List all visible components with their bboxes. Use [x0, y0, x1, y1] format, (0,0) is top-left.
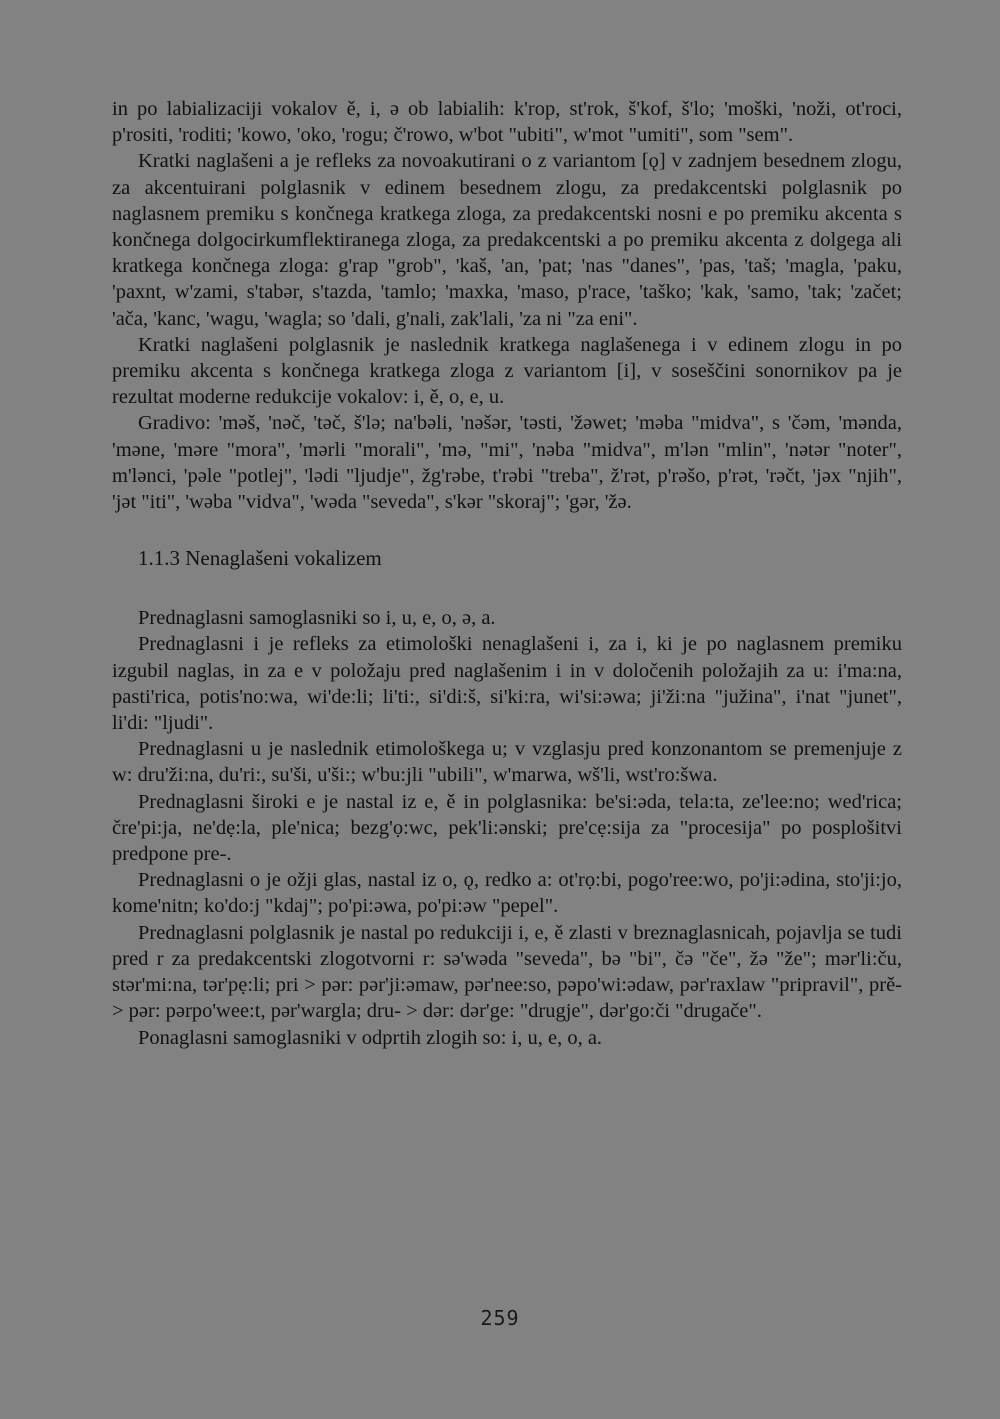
section-heading: 1.1.3 Nenaglašeni vokalizem: [138, 546, 382, 571]
page-number: 259: [480, 1306, 520, 1330]
paragraph: in po labializaciji vokalov ě, i, ə ob labialih: k'rop, st'rok, š'kof, š'lo; 'moški, 'noži, ot'roci, p'rositi, 'roditi; 'kowo, 'oko, 'rogu; č'rowo, w'bot "ubiti", w'mot "umiti", som "sem".: [112, 98, 902, 147]
paragraph: Gradivo: 'məš, 'nəč, 'təč, š'lə; na'bəli, 'nəšər, 'təsti, 'žəwet; 'məba "midva", s 'čəm, 'mənda, 'məne, 'məre "mora", 'mərli "morali", 'mə, "mi", 'nəba "midva", m'lən "mlin", 'nətər "noter", m'lənci, 'pəle "potlej", 'lədi "ljudje", žg'rəbe, t'rəbi "treba", ž'rət, p'rəšo, p'rət, 'rəčt, 'jəx "njih", 'jət "iti", 'wəba "vidva", 'wəda "seveda", s'kər "skoraj"; 'gər, 'žə.: [112, 412, 902, 514]
paragraph: Prednaglasni o je ožji glas, nastal iz o, ǫ, redko a: ot'rọ:bi, pogo'ree:wo, po'ji:ədina, sto'ji:jo, kome'nitn; ko'do:j "kdaj"; po'pi:əwa, po'pi:əw "pepel".: [112, 869, 902, 918]
paragraph: Prednaglasni i je refleks za etimološki nenaglašeni i, za i, ki je po naglasnem premiku izgubil naglas, in za e v položaju pred naglašenim i in v določenih položajih za u: i'ma:na, pasti'rica, potis'no:wa, wi'de:li; li'ti:, si'di:š, si'ki:ra, wi'si:əwa; ji'ži:na "južina", i'nat "junet", li'di: "ljudi".: [112, 633, 902, 735]
paragraph: Prednaglasni u je naslednik etimološkega u; v vzglasju pred konzonantom se premenjuje z w: dru'ži:na, du'ri:, su'ši, u'ši:; w'bu:jli "ubili", w'marwa, wš'li, wst'ro:šwa.: [112, 738, 902, 787]
page-text-block: [112, 96, 902, 1051]
paragraph: Prednaglasni polglasnik je nastal po redukciji i, e, ě zlasti v breznaglasnicah, pojavlja se tudi pred r za predakcentski zlogotvorni r: sə'wəda "seveda", bə "bi", čə "če", žə "že"; mər'li:ču, stər'mi:na, tər'pẹ:li; pri > pər: pər'ji:əmaw, pər'nee:so, pəpo'wi:ədaw, pər'raxlaw "pripravil", prě- > pər: pərpo'wee:t, pər'wargla; dru- > dər: dər'ge: "drugje", dər'go:či "drugače".: [112, 921, 902, 1023]
paragraph: Kratki naglašeni polglasnik je naslednik kratkega naglašenega i v edinem zlogu in po premiku akcenta s končnega kratkega zloga z variantom [i], v soseščini sonornikov pa je rezultat moderne redukcije vokalov: i, ě, o, e, u.: [112, 333, 902, 409]
paragraph: Ponaglasni samoglasniki v odprtih zlogih so: i, u, e, o, a.: [138, 1026, 603, 1049]
paragraph: Kratki naglašeni a je refleks za novoakutirani o z variantom [ǫ] v zadnjem besednem zlogu, za akcentuirani polglasnik v edinem besednem zlogu, za predakcentski polglasnik po naglasnem premiku s končnega kratkega zloga, za predakcentski nosni e po premiku akcenta s končnega dolgocirkumflektiranega zloga, za predakcentski a po premiku akcenta z dolgega ali kratkega končnega zloga: g'rap "grob", 'kaš, 'an, 'pat; 'nas "danes", 'pas, 'taš; 'magla, 'paku, 'paxnt, w'zami, s'tabər, s'tazda, 'tamlo; 'maxka, 'maso, p'race, 'taško; 'kak, 'samo, 'tak; 'začet; 'ača, 'kanc, 'wagu, 'wagla; so 'dali, g'nali, zak'lali, 'za ni "za eni".: [112, 150, 902, 330]
heading-spacer: [112, 571, 902, 605]
paragraph: Prednaglasni samoglasniki so i, u, e, o, ə, a.: [138, 607, 496, 630]
paragraph: Prednaglasni široki e je nastal iz e, ě in polglasnika: be'si:əda, tela:ta, ze'lee:no; wed'rica; čre'pi:ja, ne'dẹ:la, ple'nica; bezg'ọ:wc, pek'li:ənski; pre'cẹ:sija za "procesija" po posplošitvi predpone pre-.: [112, 790, 902, 866]
